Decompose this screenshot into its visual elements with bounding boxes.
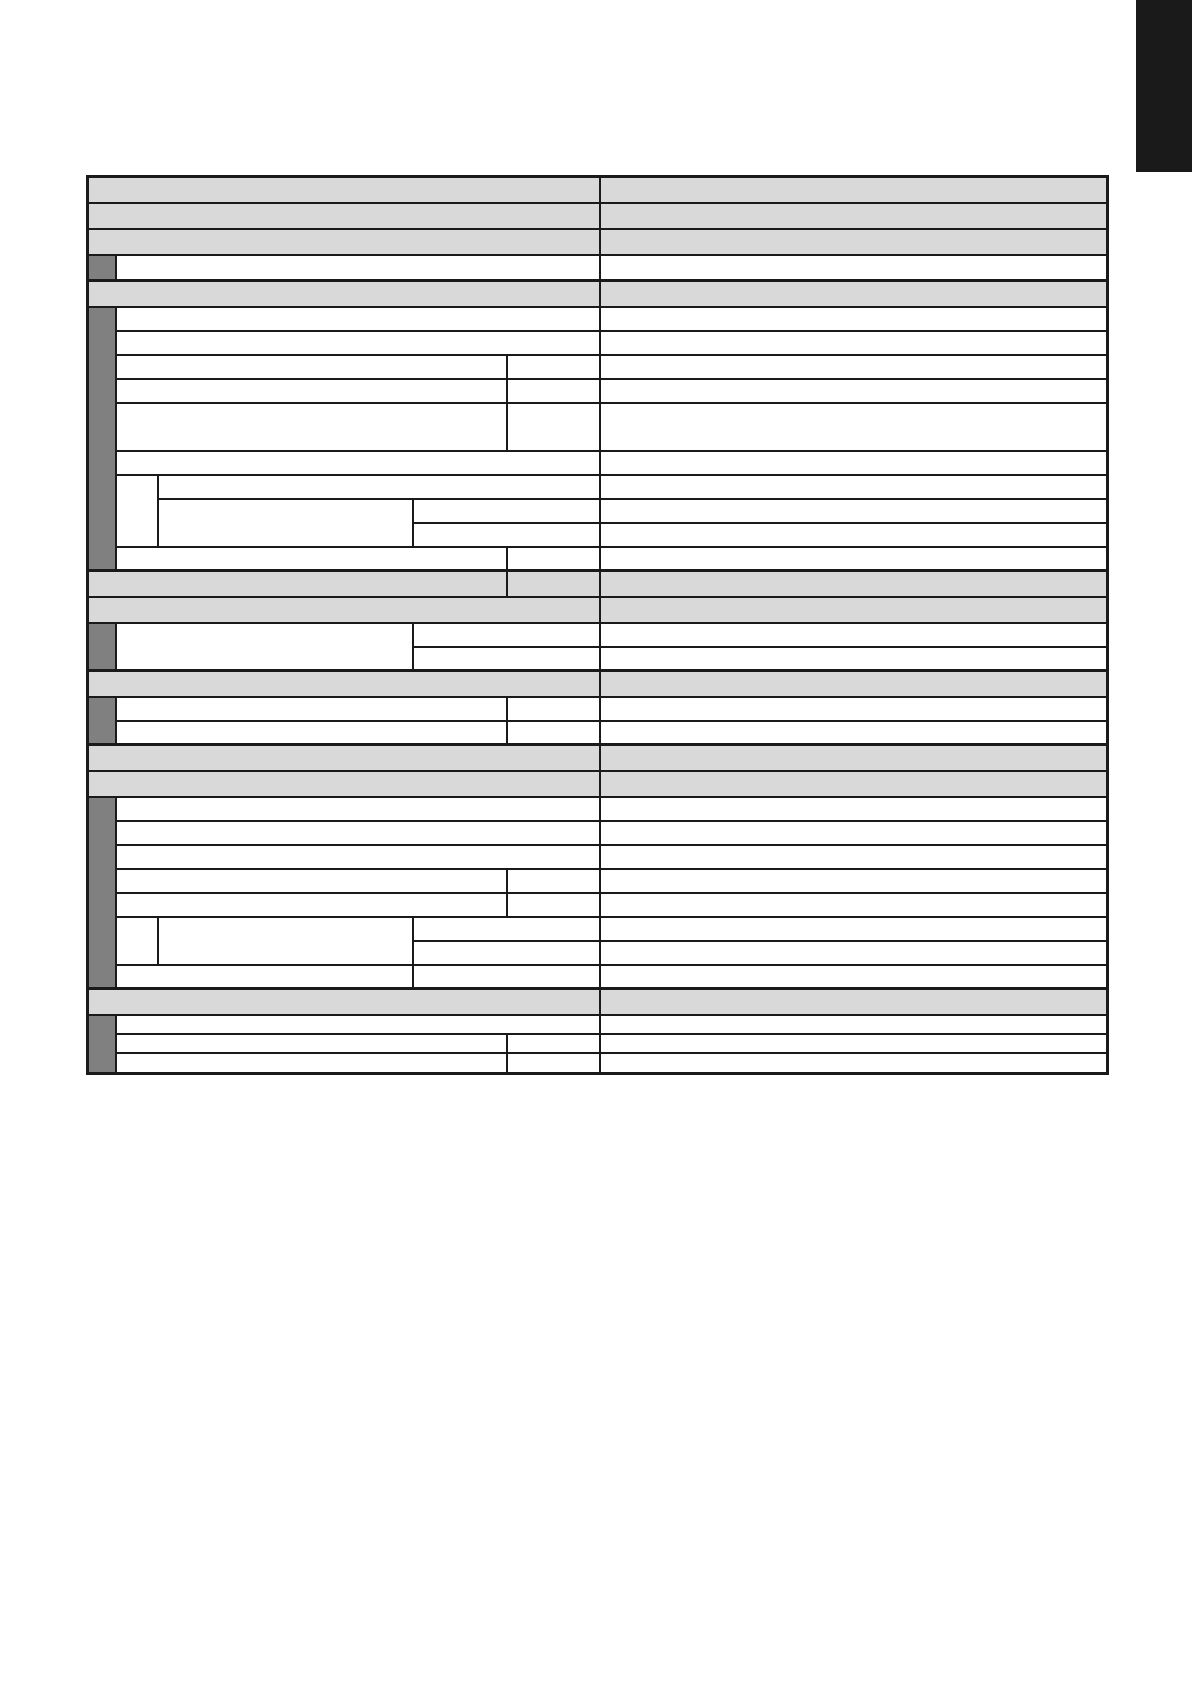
table-cell — [117, 894, 508, 918]
table-cell — [601, 598, 1106, 624]
table-cell — [117, 918, 159, 966]
table-cell — [89, 746, 601, 772]
table-cell — [601, 1035, 1106, 1054]
table-cell — [117, 380, 508, 404]
table-cell — [414, 966, 601, 990]
table-cell — [117, 1016, 601, 1035]
group-band — [89, 256, 117, 282]
table-cell — [601, 178, 1106, 204]
table-cell — [601, 1016, 1106, 1035]
table-cell — [601, 524, 1106, 548]
table-cell — [508, 870, 601, 894]
table-cell — [117, 822, 601, 846]
table-cell — [601, 308, 1106, 332]
table-cell — [508, 1054, 601, 1072]
table-cell — [601, 672, 1106, 698]
table-cell — [601, 990, 1106, 1016]
group-band — [89, 1016, 117, 1072]
table-cell — [601, 548, 1106, 572]
group-band — [89, 624, 117, 672]
table-cell — [601, 500, 1106, 524]
table-cell — [601, 572, 1106, 598]
table-cell — [414, 918, 601, 942]
table-cell — [117, 548, 508, 572]
table-cell — [117, 256, 601, 282]
table-cell — [601, 356, 1106, 380]
table-cell — [601, 332, 1106, 356]
table-cell — [117, 846, 601, 870]
table-cell — [414, 524, 601, 548]
table-cell — [117, 1035, 508, 1054]
table-cell — [601, 404, 1106, 452]
table-cell — [117, 308, 601, 332]
table-cell — [508, 894, 601, 918]
table-cell — [414, 624, 601, 648]
table-cell — [601, 256, 1106, 282]
table-cell — [117, 404, 508, 452]
table-cell — [601, 1054, 1106, 1072]
table-cell — [601, 846, 1106, 870]
table-cell — [89, 204, 601, 230]
table-cell — [159, 918, 414, 966]
table-cell — [117, 332, 601, 356]
table-cell — [508, 548, 601, 572]
table-cell — [601, 798, 1106, 822]
group-band — [89, 798, 117, 990]
table-cell — [117, 452, 601, 476]
table-cell — [508, 404, 601, 452]
table-cell — [414, 500, 601, 524]
group-band — [89, 308, 117, 572]
table-cell — [508, 380, 601, 404]
table-cell — [159, 476, 601, 500]
table-cell — [117, 698, 508, 722]
table-cell — [89, 282, 601, 308]
table-cell — [508, 572, 601, 598]
table-cell — [89, 672, 601, 698]
table-cell — [414, 648, 601, 672]
table-cell — [89, 230, 601, 256]
table-cell — [117, 624, 414, 672]
table-cell — [601, 918, 1106, 942]
table-cell — [601, 722, 1106, 746]
table-cell — [601, 772, 1106, 798]
table-cell — [117, 476, 159, 548]
table-cell — [601, 476, 1106, 500]
table-cell — [117, 722, 508, 746]
table-cell — [601, 204, 1106, 230]
table-cell — [601, 870, 1106, 894]
table-cell — [601, 894, 1106, 918]
table-cell — [117, 1054, 508, 1072]
table-cell — [508, 1035, 601, 1054]
table-cell — [89, 990, 601, 1016]
table-cell — [89, 598, 601, 624]
table-cell — [508, 356, 601, 380]
table-cell — [508, 722, 601, 746]
table-cell — [601, 624, 1106, 648]
specification-table — [86, 175, 1109, 1075]
table-cell — [117, 798, 601, 822]
table-cell — [601, 282, 1106, 308]
table-cell — [601, 230, 1106, 256]
table-cell — [159, 500, 414, 548]
group-band — [89, 698, 117, 746]
page-side-tab — [1136, 0, 1192, 172]
table-cell — [601, 698, 1106, 722]
table-cell — [117, 356, 508, 380]
table-cell — [89, 178, 601, 204]
table-cell — [508, 698, 601, 722]
table-cell — [89, 772, 601, 798]
table-cell — [601, 452, 1106, 476]
table-cell — [601, 942, 1106, 966]
table-cell — [601, 966, 1106, 990]
table-cell — [601, 822, 1106, 846]
table-cell — [601, 746, 1106, 772]
table-cell — [601, 380, 1106, 404]
table-cell — [414, 942, 601, 966]
table-cell — [601, 648, 1106, 672]
table-cell — [117, 966, 414, 990]
table-cell — [89, 572, 508, 598]
table-cell — [117, 870, 508, 894]
